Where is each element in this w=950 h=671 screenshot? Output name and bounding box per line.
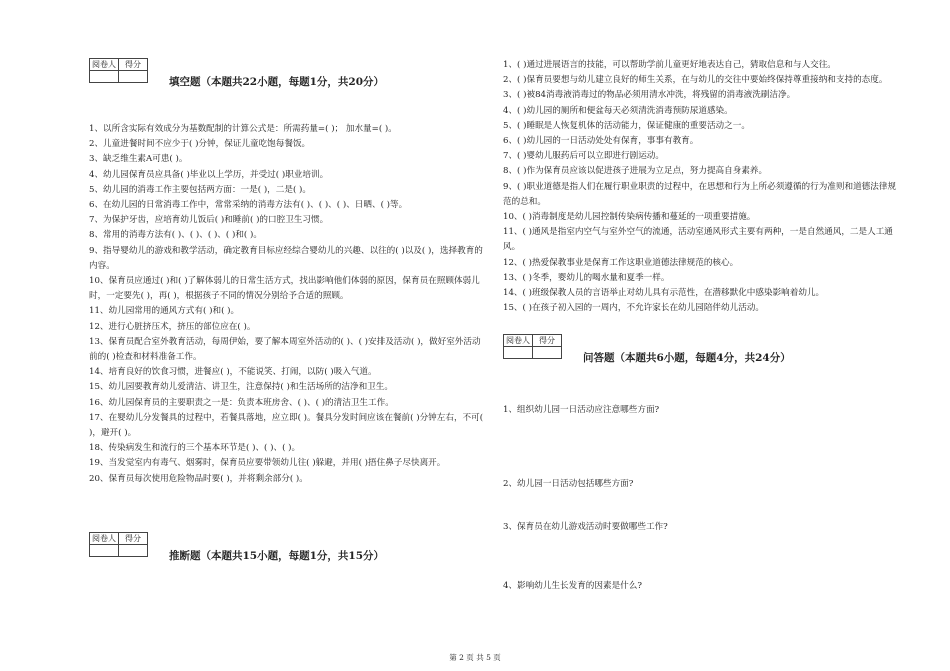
judge-item: 6、( )幼儿园的一日活动处处有保育，事事有教育。 [503,136,699,147]
fill-item: 9、指导婴幼儿的游戏和教学活动，确定教育目标应经综合婴幼儿的兴趣、以往的( )以及( )，选择教育的内容。 [89,245,483,271]
score-label: 得分 [533,335,562,347]
judge-item: 10、( )消毒制度是幼儿园控制传染病传播和蔓延的一项重要措施。 [503,212,756,223]
fill-item: 7、为保护牙齿，应培育幼儿饭后( )和睡前( )的口腔卫生习惯。 [89,215,329,226]
judge-item: 8、( )作为保育员应该以促进孩子进展为立足点，努力提高自身素养。 [503,166,768,177]
judge-item: 2、( )保育员要想与幼儿建立良好的师生关系，在与幼儿的交往中要始终保持尊重接纳和支持的态度。 [503,75,888,86]
fill-item: 15、幼儿园要教育幼儿爱清洁、讲卫生，注意保持( )和生活场所的洁净和卫生。 [89,382,393,393]
fill-item: 3、缺乏维生素A可患( )。 [89,154,188,165]
fill-item: 20、保育员每次使用危险物品时要( )，并将剩余部分( )。 [89,473,308,484]
judge-item: 4、( )幼儿园的厕所和便盆每天必须清洗消毒预防尿道感染。 [503,105,733,116]
fill-item: 10、保育员应通过( )和( )了解体弱儿的日常生活方式，找出影响他们体弱的原因，保育员在照顾体弱儿时，一定要先( )，再( )，根据孩子不同的情况分别给予合适的照顾。 [89,276,480,302]
fill-item: 5、幼儿园的消毒工作主要包括两方面：一是( )，二是( )。 [89,184,311,195]
fill-item: 6、在幼儿园的日常消毒工作中，常常采纳的消毒方法有( )、( )、( )、日晒、( )等。 [89,200,408,211]
fill-item: 18、传染病发生和流行的三个基本环节是( )、( )、( )。 [89,443,301,454]
judge-items [503,58,903,316]
qa-section-title: 问答题（本题共6小题，每题4分，共24分） [583,352,791,364]
reviewer-label: 阅卷人 [90,533,119,545]
qa-item: 1、组织幼儿园一日活动应注意哪些方面? [503,405,660,415]
judge-item: 14、( )班级保教人员的言语举止对幼儿具有示范性，在潜移默化中感染影响着幼儿。 [503,288,825,299]
page-footer: 第 2 页 共 5 页 [449,653,501,662]
judge-item: 9、( )职业道德是指人们在履行职业职责的过程中，在思想和行为上所必须遵循的行为准则和道德法律规范的总和。 [503,181,897,207]
reviewer-cell[interactable] [90,545,119,557]
fill-item: 8、常用的消毒方法有( )、( )、( )、( )和( )。 [89,230,262,241]
reviewer-cell[interactable] [90,71,119,83]
fill-item: 11、幼儿园常用的通风方式有( )和( )。 [89,306,240,317]
judge-section-title: 推断题（本题共15小题，每题1分，共15分） [169,550,385,562]
fill-item: 1、以所含实际有效成分为基数配制的计算公式是：所需药量=( )； 加水量=( )。 [89,124,397,134]
fill-item: 12、进行心脏挤压术，挤压的部位应在( )。 [89,321,256,332]
score-box-qa [503,334,562,359]
judge-item: 13、( )冬季，婴幼儿的喝水量和夏季一样。 [503,272,670,283]
score-box-fill [89,58,148,83]
score-label: 得分 [119,59,148,71]
judge-item: 12、( )热爱保教事业是保育工作这职业道德法律规范的核心。 [503,257,739,268]
judge-item: 11、( )通风是指室内空气与室外空气的流通，活动室通风形式主要有两种，一是自然通风，二是人工通风。 [503,227,893,253]
score-cell[interactable] [119,545,148,557]
score-cell[interactable] [533,347,562,359]
fill-item: 17、在婴幼儿分发餐具的过程中，若餐具落地，应立即( )。餐具分发时间应该在餐前( )分钟左右，不可( )，避开( )。 [89,412,484,439]
qa-item: 3、保育员在幼儿游戏活动时要做哪些工作? [503,522,668,532]
qa-item: 2、幼儿园一日活动包括哪些方面? [503,479,634,489]
fill-items [89,122,489,487]
fill-item: 4、幼儿园保育员应具备( )毕业以上学历，并受过( )职业培训。 [89,169,329,180]
judge-item: 15、( )在孩子初入园的一周内，不允许家长在幼儿园陪伴幼儿活动。 [503,303,764,314]
judge-item: 3、( )被84消毒液消毒过的物品必须用清水冲洗，将残留的消毒液洗刷洁净。 [503,90,796,101]
score-label: 得分 [119,533,148,545]
judge-item: 1、( )通过进展语言的技能，可以帮助学前儿童更好地表达自己，猜取信息和与人交往。 [503,60,836,70]
fill-item: 16、幼儿园保育员的主要职责之一是：负责本班房舍、( )、( )的清洁卫生工作。 [89,397,394,408]
score-cell[interactable] [119,71,148,83]
score-box-judge [89,532,148,557]
qa-item: 4、影响幼儿生长发育的因素是什么? [503,581,642,591]
fill-item: 19、当发觉室内有毒气、烟雾时，保育员应要带领幼儿往( )躲避，并用( )捂住鼻子尽快离开。 [89,458,446,469]
judge-item: 5、( )睡眠是人恢复机体的活动能力，保证健康的重要活动之一。 [503,120,750,131]
reviewer-cell[interactable] [504,347,533,359]
fill-item: 13、保育员配合室外教育活动，每周伊始，要了解本周室外活动的( )、( )安排及活动( )，做好室外活动前的( )检查和材料准备工作。 [89,336,481,363]
judge-item: 7、( )婴幼儿服药后可以立即进行剧运动。 [503,151,664,162]
fill-item: 14、培育良好的饮食习惯，进餐应( )，不能说笑、打闹，以防( )吸入气道。 [89,367,377,378]
reviewer-label: 阅卷人 [504,335,533,347]
fill-section-title: 填空题（本题共22小题，每题1分，共20分） [169,76,385,88]
reviewer-label: 阅卷人 [90,59,119,71]
fill-item: 2、儿童进餐时间不应少于( )分钟，保证儿童吃饱每餐饭。 [89,139,311,150]
